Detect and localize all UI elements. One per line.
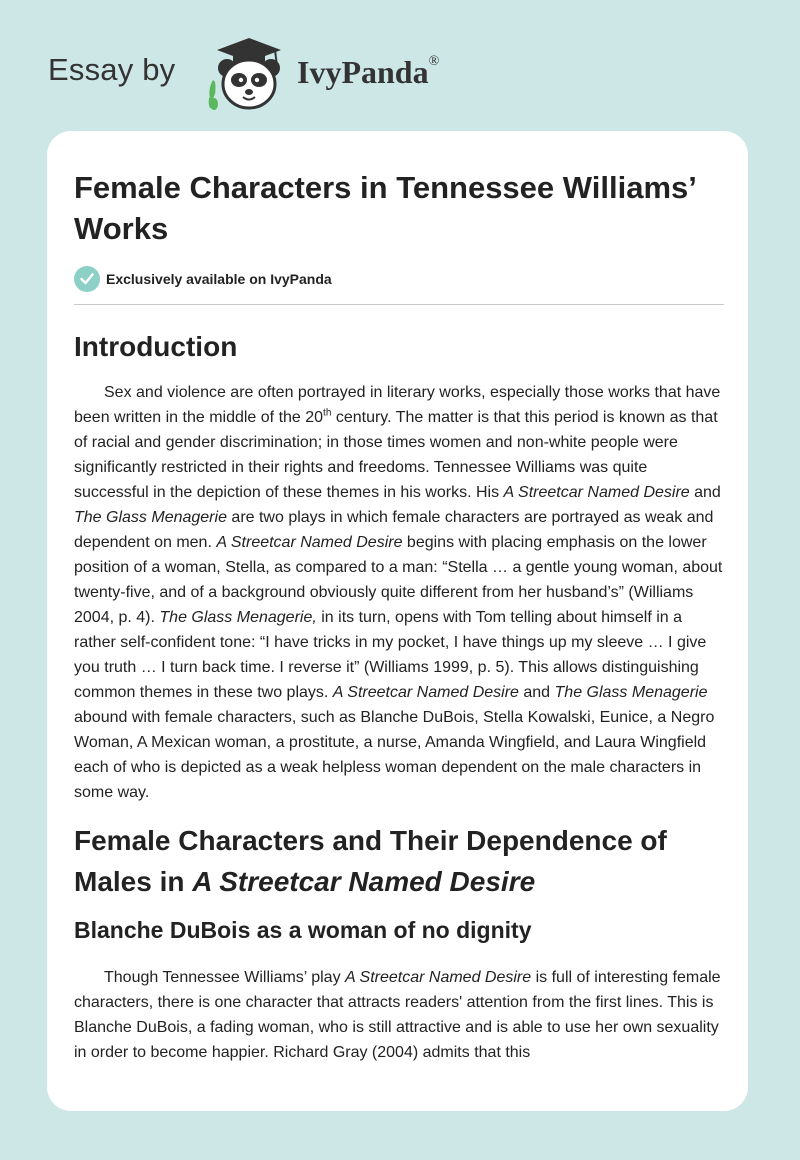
essay-title: Female Characters in Tennessee Williams’ Works: [74, 170, 696, 246]
introduction-paragraph: [74, 380, 724, 805]
italic-title: The Glass Menagerie,: [159, 609, 317, 626]
italic-title: A Streetcar Named Desire: [345, 969, 532, 986]
text-run: century. The matter is that this period is known as that of racial and gender discrimination; in those times women and non-white people were significantly restricted in their rights and freedoms. Tennessee Williams was quite successful in the depiction of these themes in his works. His: [74, 409, 718, 501]
text-run: begins with placing emphasis on the lower position of a woman, Stella, as compared to a man: “Stella … a gentle young woman, about twenty-five, and of a background obviously quite different from her husband’s” (Williams 2004, p. 4).: [74, 534, 723, 626]
exclusive-label: Exclusively available on IvyPanda: [106, 271, 332, 287]
text-run: abound with female characters, such as Blanche DuBois, Stella Kowalski, Eunice, a Negro Woman, A Mexican woman, a prostitute, a nurse, Amanda Wingfield, and Laura Wingfield each of who is depicted as a weak helpless woman dependent on the male characters in some way.: [74, 709, 715, 801]
panda-logo-icon[interactable]: [203, 36, 293, 112]
essay-card: [47, 131, 748, 1111]
text-run: Though Tennessee Williams’ play: [104, 969, 346, 986]
subheading-blanche: Blanche DuBois as a woman of no dignity: [74, 917, 532, 943]
brand-name[interactable]: [297, 54, 439, 91]
italic-title: The Glass Menagerie: [74, 509, 227, 526]
superscript: th: [323, 407, 332, 419]
exclusive-badge: [74, 266, 724, 292]
essay-content: [74, 167, 724, 1065]
italic-title: A Streetcar Named Desire: [332, 684, 519, 701]
check-icon: [74, 266, 100, 292]
text-run: in its turn, opens with Tom telling about himself in a rather self-confident tone: “I have tricks in my pocket, I have things up my sleeve … I give you truth … I turn back time. I reverse it” (Williams 1999, p. 5). This allows distinguishing common themes in these two plays.: [74, 609, 707, 701]
section-heading-female-characters: [74, 820, 724, 902]
italic-title: A Streetcar Named Desire: [503, 484, 690, 501]
italic-title: A Streetcar Named Desire: [216, 534, 403, 551]
heading-text: Female Characters and Their Dependence of Males in: [74, 825, 667, 897]
brand-text: IvyPanda: [297, 54, 429, 90]
essay-by-label: Essay by: [48, 52, 176, 87]
heading-italic-title: A Streetcar Named Desire: [192, 866, 536, 897]
divider: [74, 304, 724, 305]
italic-title: The Glass Menagerie: [554, 684, 708, 701]
blanche-paragraph: [74, 965, 724, 1065]
section-heading-introduction: Introduction: [74, 331, 238, 362]
text-run: are two plays in which female characters are portrayed as weak and dependent on men.: [74, 509, 714, 551]
text-run: and: [518, 684, 555, 701]
text-run: Sex and violence are often portrayed in literary works, especially those works that have been written in the middle of the 20: [74, 384, 721, 426]
site-header: [48, 34, 748, 114]
registered-mark: ®: [428, 54, 440, 70]
text-run: and: [689, 484, 721, 501]
text-run: is full of interesting female characters, there is one character that attracts readers' attention from the first lines. This is Blanche DuBois, a fading woman, who is still attractive and is able to use her own sexuality in order to become happier. Richard Gray (2004) admits that this: [74, 969, 721, 1061]
